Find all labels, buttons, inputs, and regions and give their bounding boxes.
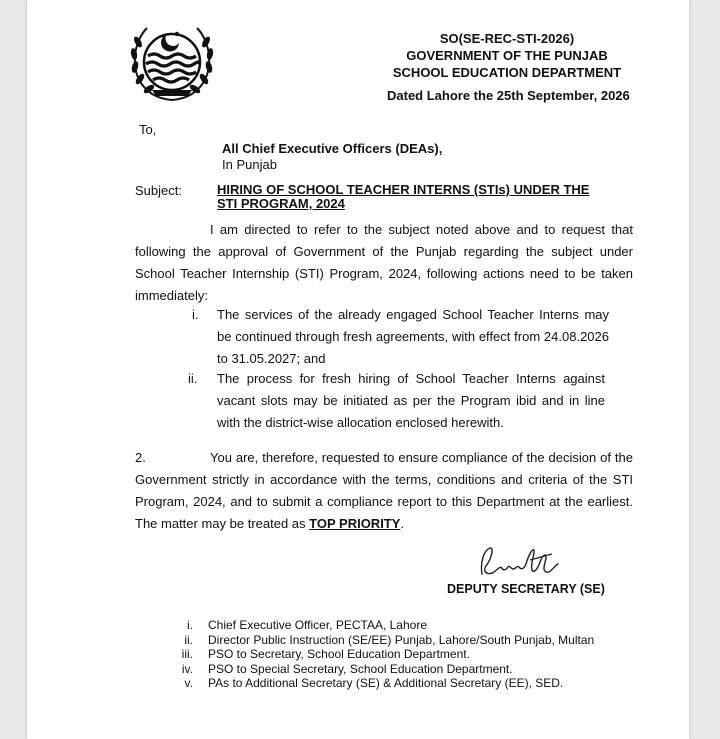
list-item-text: The process for fresh hiring of School Teacher Interns against vacant slots may be initiated as per the Program ibid and in line with the district-wise allocation enclosed herewith. [217,371,605,430]
signatory-designation: DEPUTY SECRETARY (SE) [447,582,605,596]
paragraph-2-number: 2. [135,450,146,465]
recipient-location: In Punjab [222,157,277,172]
subject-text: HIRING OF SCHOOL TEACHER INTERNS (STIs) UNDER THE STI PROGRAM, 2024 [217,182,590,211]
subject-label: Subject: [135,183,182,198]
letter-header [357,30,657,81]
to-label: To, [139,122,157,137]
paragraph-2-end: . [400,516,405,531]
paragraph-2 [135,447,633,535]
copy-number: iii. [181,647,193,662]
top-priority-text: TOP PRIORITY [309,516,401,531]
punjab-government-emblem-icon [127,20,217,104]
recipient-name: All Chief Executive Officers (DEAs), [222,141,443,156]
date-line: Dated Lahore the 25th September, 2026 [387,88,630,103]
copy-number: ii. [184,632,193,647]
list-item-text: The services of the already engaged School Teacher Interns may be continued through fresh agreements, with effect from 24.08.2026 to 31.05.2027; and [217,307,609,366]
signature-icon [472,542,582,584]
copy-number: i. [187,618,193,632]
copy-number: v. [184,676,193,691]
copy-recipient: Director Public Instruction (SE/EE) Punjab, Lahore/South Punjab, Multan [208,632,595,647]
reference-number: SO(SE-REC-STI-2026) [439,31,575,46]
copy-recipient: PSO to Special Secretary, School Education Department. [208,661,513,676]
government-name: GOVERNMENT OF THE PUNJAB [406,48,608,63]
department-name: SCHOOL EDUCATION DEPARTMENT [392,65,622,80]
paragraph-2-text: You are, therefore, requested to ensure compliance of the decision of the Government strictly in accordance with the terms, conditions and criteria of the STI Program, 2024, and to submit a compliance report to this Department at the earliest. The matter may be treated as [135,450,633,531]
copy-recipient: PAs to Additional Secretary (SE) & Additional Secretary (EE), SED. [208,676,564,691]
paragraph-1 [135,219,633,307]
copy-recipient: PSO to Secretary, School Education Department. [208,647,470,662]
list-item-number: ii. [188,371,198,386]
copy-number: iv. [181,661,193,676]
letter-page [27,0,689,739]
copy-recipient: Chief Executive Officer, PECTAA, Lahore [208,618,427,632]
recipient-block [222,141,442,173]
paragraph-1-text: I am directed to refer to the subject noted above and to request that following the approval of Government of the Punjab regarding the subject under School Teacher Internship (STI) Program, 2024, following actions need to be taken immediately: [135,222,633,303]
list-item-number: i. [192,307,199,322]
